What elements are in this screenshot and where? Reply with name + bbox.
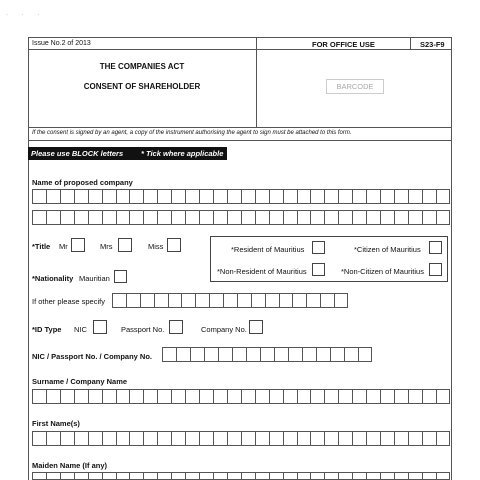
character-box[interactable] (255, 389, 269, 404)
character-box[interactable] (422, 472, 436, 480)
character-box[interactable] (46, 189, 60, 204)
character-box[interactable] (297, 431, 311, 446)
character-box[interactable] (181, 293, 195, 308)
character-box[interactable] (171, 431, 185, 446)
character-box[interactable] (129, 189, 143, 204)
id-type-company-checkbox[interactable] (249, 320, 263, 334)
character-box[interactable] (176, 347, 190, 362)
character-box[interactable] (408, 431, 422, 446)
character-box[interactable] (129, 389, 143, 404)
id-type-nic-label: NIC (74, 325, 87, 334)
form-top-border (28, 37, 452, 38)
character-box[interactable] (380, 472, 394, 480)
character-box[interactable] (60, 389, 74, 404)
character-box[interactable] (338, 389, 352, 404)
character-box[interactable] (320, 293, 334, 308)
tick-instruction: * Tick where applicable (141, 149, 224, 158)
character-box[interactable] (46, 431, 60, 446)
character-box[interactable] (157, 389, 171, 404)
character-box[interactable] (324, 210, 338, 225)
scan-specks: · · · (6, 12, 46, 18)
character-box[interactable] (185, 431, 199, 446)
character-box[interactable] (302, 347, 316, 362)
instructions-banner (28, 147, 227, 160)
character-box[interactable] (185, 210, 199, 225)
issue-number: Issue No.2 of 2013 (32, 40, 91, 47)
character-box[interactable] (283, 472, 297, 480)
character-box[interactable] (288, 347, 302, 362)
company-name-label: Name of proposed company (32, 178, 133, 187)
character-box[interactable] (129, 472, 143, 480)
character-box[interactable] (60, 210, 74, 225)
character-box[interactable] (227, 210, 241, 225)
character-box[interactable] (394, 431, 408, 446)
character-box[interactable] (157, 431, 171, 446)
character-box[interactable] (88, 431, 102, 446)
resident-label: *Resident of Mauritius (231, 245, 305, 254)
character-box[interactable] (422, 431, 436, 446)
character-box[interactable] (199, 210, 213, 225)
character-box[interactable] (283, 389, 297, 404)
character-box[interactable] (102, 431, 116, 446)
character-box[interactable] (306, 293, 320, 308)
character-box[interactable] (126, 293, 140, 308)
character-box[interactable] (408, 189, 422, 204)
character-box[interactable] (380, 389, 394, 404)
character-box[interactable] (380, 431, 394, 446)
character-box[interactable] (265, 293, 279, 308)
maiden-name-label: Maiden Name (If any) (32, 461, 108, 470)
id-type-label: *ID Type (32, 325, 62, 334)
id-number-label: NIC / Passport No. / Company No. (32, 352, 153, 361)
form-left-border (28, 37, 29, 480)
form-title: CONSENT OF SHAREHOLDER (83, 82, 201, 91)
character-box[interactable] (88, 210, 102, 225)
character-box[interactable] (366, 431, 380, 446)
character-box[interactable] (436, 431, 450, 446)
character-box[interactable] (143, 389, 157, 404)
character-box[interactable] (162, 347, 176, 362)
form-code: S23-F9 (420, 40, 445, 49)
character-box[interactable] (102, 472, 116, 480)
character-box[interactable] (88, 472, 102, 480)
character-box[interactable] (352, 431, 366, 446)
character-box[interactable] (352, 389, 366, 404)
character-box[interactable] (171, 472, 185, 480)
first-names-label: First Name(s) (32, 419, 80, 428)
character-box[interactable] (185, 189, 199, 204)
character-box[interactable] (88, 389, 102, 404)
character-box[interactable] (436, 389, 450, 404)
character-box[interactable] (171, 389, 185, 404)
character-box[interactable] (352, 189, 366, 204)
character-box[interactable] (324, 431, 338, 446)
character-box[interactable] (74, 431, 88, 446)
character-box[interactable] (112, 293, 126, 308)
character-box[interactable] (408, 389, 422, 404)
character-box[interactable] (171, 189, 185, 204)
id-number-grid[interactable] (162, 347, 372, 362)
character-box[interactable] (292, 293, 306, 308)
character-box[interactable] (297, 472, 311, 480)
act-title: THE COMPANIES ACT (99, 62, 185, 71)
first-names-grid[interactable] (32, 431, 450, 446)
character-box[interactable] (255, 431, 269, 446)
character-box[interactable] (310, 389, 324, 404)
character-box[interactable] (157, 210, 171, 225)
character-box[interactable] (269, 189, 283, 204)
character-box[interactable] (251, 293, 265, 308)
character-box[interactable] (394, 472, 408, 480)
character-box[interactable] (102, 210, 116, 225)
character-box[interactable] (227, 431, 241, 446)
other-specify-label: If other please specify (32, 297, 105, 306)
character-box[interactable] (116, 389, 130, 404)
surname-grid[interactable] (32, 389, 450, 404)
character-box[interactable] (218, 347, 232, 362)
character-box[interactable] (209, 293, 223, 308)
form-code-divider (410, 37, 411, 49)
character-box[interactable] (237, 293, 251, 308)
character-box[interactable] (143, 189, 157, 204)
character-box[interactable] (283, 189, 297, 204)
title-label: *Title (32, 242, 51, 251)
character-box[interactable] (60, 189, 74, 204)
character-box[interactable] (310, 210, 324, 225)
barcode-placeholder: BARCODE (326, 79, 384, 94)
character-box[interactable] (394, 210, 408, 225)
agent-note: If the consent is signed by an agent, a copy of the instrument authorising the agent to sign must be attached to this form. (32, 130, 352, 136)
character-box[interactable] (352, 210, 366, 225)
character-box[interactable] (195, 293, 209, 308)
character-box[interactable] (352, 472, 366, 480)
nationality-mauritian-checkbox[interactable] (114, 270, 127, 283)
character-box[interactable] (269, 210, 283, 225)
character-box[interactable] (324, 189, 338, 204)
character-box[interactable] (366, 210, 380, 225)
character-box[interactable] (154, 293, 168, 308)
character-box[interactable] (32, 389, 46, 404)
character-box[interactable] (269, 389, 283, 404)
character-box[interactable] (324, 389, 338, 404)
character-box[interactable] (157, 189, 171, 204)
character-box[interactable] (116, 189, 130, 204)
character-box[interactable] (102, 389, 116, 404)
character-box[interactable] (408, 472, 422, 480)
character-box[interactable] (213, 389, 227, 404)
form-right-border (451, 37, 452, 480)
non-citizen-checkbox[interactable] (429, 263, 442, 276)
character-box[interactable] (255, 189, 269, 204)
office-use-label: FOR OFFICE USE (312, 40, 375, 49)
character-box[interactable] (422, 189, 436, 204)
character-box[interactable] (283, 431, 297, 446)
surname-label: Surname / Company Name (32, 377, 128, 386)
character-box[interactable] (190, 347, 204, 362)
character-box[interactable] (316, 347, 330, 362)
character-box[interactable] (241, 389, 255, 404)
character-box[interactable] (102, 189, 116, 204)
title-mrs-label: Mrs (100, 242, 113, 251)
character-box[interactable] (171, 210, 185, 225)
character-box[interactable] (227, 189, 241, 204)
character-box[interactable] (241, 431, 255, 446)
character-box[interactable] (213, 472, 227, 480)
character-box[interactable] (199, 189, 213, 204)
character-box[interactable] (436, 210, 450, 225)
other-nationality-grid[interactable] (112, 293, 348, 308)
character-box[interactable] (204, 347, 218, 362)
character-box[interactable] (129, 431, 143, 446)
header-column-divider (256, 37, 257, 127)
company-name-grid-row2[interactable] (32, 210, 450, 225)
character-box[interactable] (241, 472, 255, 480)
character-box[interactable] (297, 189, 311, 204)
character-box[interactable] (246, 347, 260, 362)
character-box[interactable] (140, 293, 154, 308)
character-box[interactable] (408, 210, 422, 225)
character-box[interactable] (46, 472, 60, 480)
character-box[interactable] (213, 210, 227, 225)
id-type-passport-label: Passport No. (121, 325, 165, 334)
character-box[interactable] (338, 189, 352, 204)
title-mrs-checkbox[interactable] (118, 238, 132, 252)
character-box[interactable] (241, 210, 255, 225)
character-box[interactable] (32, 189, 46, 204)
title-miss-label: Miss (148, 242, 164, 251)
title-mr-checkbox[interactable] (71, 238, 85, 252)
character-box[interactable] (338, 431, 352, 446)
character-box[interactable] (330, 347, 344, 362)
character-box[interactable] (344, 347, 358, 362)
maiden-name-grid[interactable] (32, 472, 450, 480)
character-box[interactable] (32, 431, 46, 446)
character-box[interactable] (60, 431, 74, 446)
character-box[interactable] (74, 389, 88, 404)
character-box[interactable] (366, 189, 380, 204)
nationality-mauritian-label: Mauritian (79, 274, 110, 283)
non-resident-label: *Non-Resident of Mauritius (217, 267, 307, 276)
header-row-divider (28, 49, 452, 50)
nationality-label: *Nationality (32, 274, 74, 283)
title-miss-checkbox[interactable] (167, 238, 181, 252)
character-box[interactable] (283, 210, 297, 225)
character-box[interactable] (74, 189, 88, 204)
note-bottom-divider (28, 140, 452, 141)
character-box[interactable] (310, 472, 324, 480)
character-box[interactable] (310, 189, 324, 204)
character-box[interactable] (32, 472, 46, 480)
character-box[interactable] (260, 347, 274, 362)
title-mr-label: Mr (59, 242, 68, 251)
character-box[interactable] (232, 347, 246, 362)
character-box[interactable] (168, 293, 182, 308)
character-box[interactable] (143, 431, 157, 446)
character-box[interactable] (223, 293, 237, 308)
character-box[interactable] (422, 389, 436, 404)
character-box[interactable] (380, 189, 394, 204)
character-box[interactable] (143, 472, 157, 480)
character-box[interactable] (185, 472, 199, 480)
character-box[interactable] (394, 189, 408, 204)
id-type-passport-checkbox[interactable] (169, 320, 183, 334)
character-box[interactable] (255, 472, 269, 480)
character-box[interactable] (116, 472, 130, 480)
character-box[interactable] (255, 210, 269, 225)
character-box[interactable] (213, 431, 227, 446)
id-type-nic-checkbox[interactable] (93, 320, 107, 334)
character-box[interactable] (324, 472, 338, 480)
header-bottom-divider (28, 127, 452, 128)
character-box[interactable] (60, 472, 74, 480)
character-box[interactable] (436, 189, 450, 204)
character-box[interactable] (143, 210, 157, 225)
company-name-grid-row1[interactable] (32, 189, 450, 204)
id-type-company-label: Company No. (201, 325, 247, 334)
character-box[interactable] (394, 389, 408, 404)
character-box[interactable] (116, 210, 130, 225)
character-box[interactable] (297, 389, 311, 404)
character-box[interactable] (358, 347, 372, 362)
character-box[interactable] (74, 472, 88, 480)
character-box[interactable] (338, 210, 352, 225)
non-resident-checkbox[interactable] (312, 263, 325, 276)
character-box[interactable] (199, 389, 213, 404)
character-box[interactable] (366, 472, 380, 480)
character-box[interactable] (129, 210, 143, 225)
citizen-checkbox[interactable] (429, 241, 442, 254)
character-box[interactable] (297, 210, 311, 225)
character-box[interactable] (269, 431, 283, 446)
character-box[interactable] (380, 210, 394, 225)
character-box[interactable] (116, 431, 130, 446)
character-box[interactable] (366, 389, 380, 404)
resident-checkbox[interactable] (312, 241, 325, 254)
character-box[interactable] (32, 210, 46, 225)
character-box[interactable] (227, 472, 241, 480)
character-box[interactable] (334, 293, 348, 308)
character-box[interactable] (269, 472, 283, 480)
character-box[interactable] (199, 431, 213, 446)
character-box[interactable] (338, 472, 352, 480)
character-box[interactable] (279, 293, 293, 308)
character-box[interactable] (157, 472, 171, 480)
citizen-label: *Citizen of Mauritius (354, 245, 421, 254)
character-box[interactable] (274, 347, 288, 362)
non-citizen-label: *Non-Citizen of Mauritius (341, 267, 424, 276)
character-box[interactable] (213, 189, 227, 204)
character-box[interactable] (227, 389, 241, 404)
character-box[interactable] (436, 472, 450, 480)
character-box[interactable] (422, 210, 436, 225)
block-letters-instruction: Please use BLOCK letters (31, 149, 124, 158)
character-box[interactable] (74, 210, 88, 225)
character-box[interactable] (199, 472, 213, 480)
character-box[interactable] (241, 189, 255, 204)
character-box[interactable] (185, 389, 199, 404)
character-box[interactable] (46, 389, 60, 404)
character-box[interactable] (310, 431, 324, 446)
character-box[interactable] (88, 189, 102, 204)
character-box[interactable] (46, 210, 60, 225)
